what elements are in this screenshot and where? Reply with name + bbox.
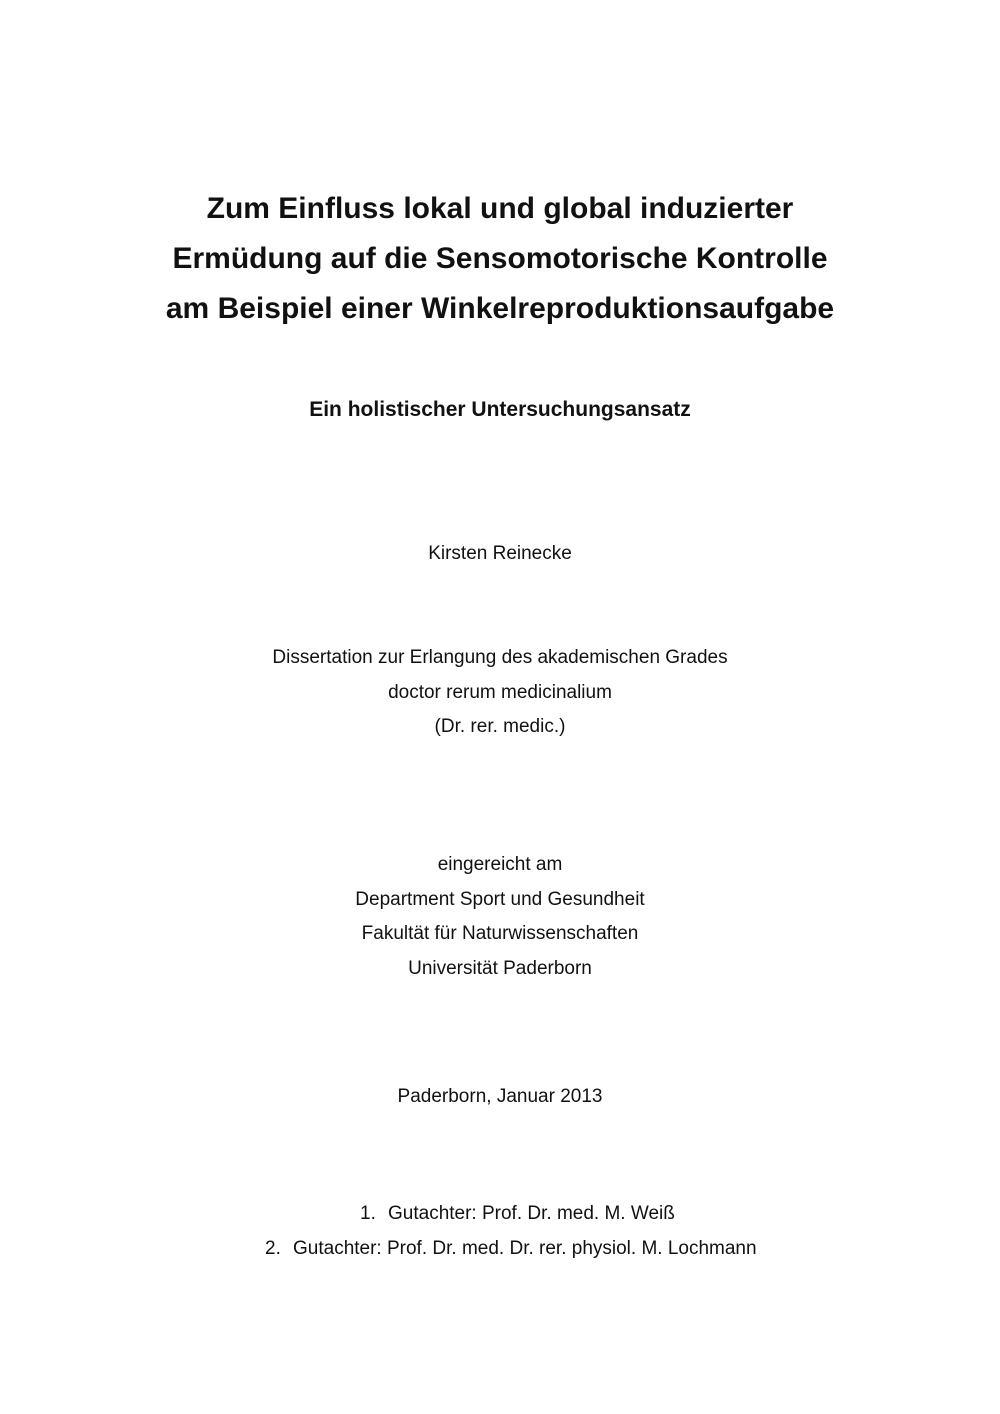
author-block: [0, 537, 1000, 572]
reviewer-item-1: [360, 1197, 675, 1232]
degree-block: [0, 641, 1000, 745]
title-line-3: am Beispiel einer Winkelreproduktionsaufgabe: [165, 292, 835, 325]
reviewer-text-2: Gutachter: Prof. Dr. med. Dr. rer. physiol. M. Lochmann: [293, 1237, 757, 1259]
submission-faculty: Fakultät für Naturwissenschaften: [361, 923, 639, 944]
title-line-1: Zum Einfluss lokal und global induzierter: [206, 192, 794, 225]
author-name: Kirsten Reinecke: [428, 543, 572, 564]
degree-line-2: doctor rerum medicinalium: [388, 681, 612, 703]
degree-line-3: (Dr. rer. medic.): [434, 716, 566, 737]
reviewer-number-1: 1.: [360, 1203, 376, 1224]
submission-university: Universität Paderborn: [408, 957, 592, 979]
degree-line-1: Dissertation zur Erlangung des akademischen Grades: [272, 647, 728, 668]
reviewer-item-2: [265, 1232, 757, 1267]
reviewer-text-1: Gutachter: Prof. Dr. med. M. Weiß: [388, 1203, 675, 1224]
thesis-title: [0, 184, 1000, 334]
title-line-2: Ermüdung auf die Sensomotorische Kontrolle: [172, 242, 828, 275]
place-date: Paderborn, Januar 2013: [397, 1086, 603, 1107]
place-date-block: [0, 1080, 1000, 1115]
reviewer-number-2: 2.: [265, 1237, 281, 1259]
submission-block: [0, 848, 1000, 986]
submission-line-1: eingereicht am: [437, 854, 563, 875]
submission-department: Department Sport und Gesundheit: [355, 888, 645, 910]
thesis-subtitle: Ein holistischer Untersuchungsansatz: [309, 398, 691, 421]
